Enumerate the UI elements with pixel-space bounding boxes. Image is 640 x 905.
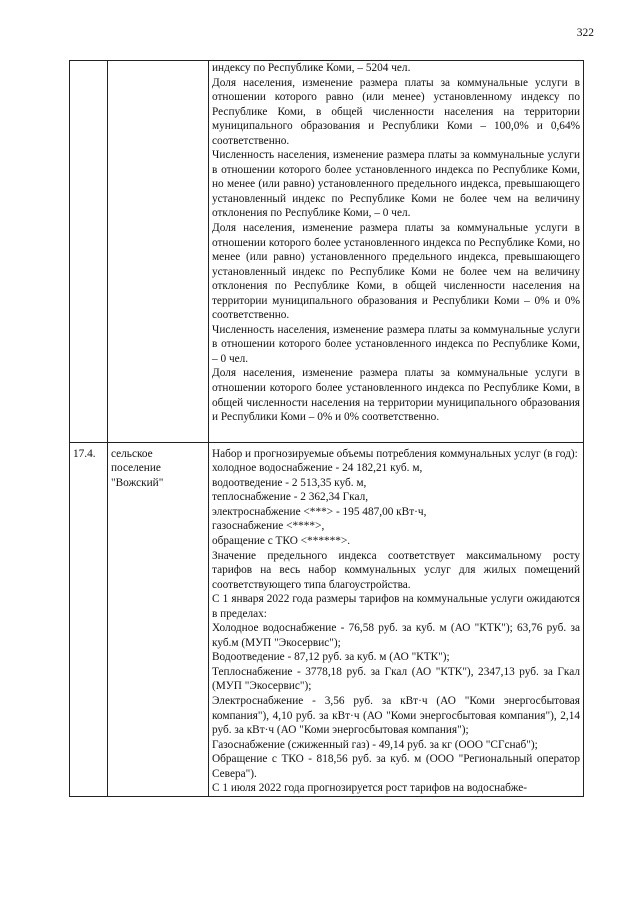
- paragraph: Электроснабжение - 3,56 руб. за кВт·ч (АО "Коми энергосбытовая компания"), 4,10 руб. за кВт·ч (АО "Коми энергосбытовая компания"), 2,14 руб. за кВт·ч (АО "Коми энергосбытовая компания");: [212, 694, 580, 737]
- paragraph: Набор и прогнозируемые объемы потребления коммунальных услуг (в год):: [212, 447, 578, 460]
- paragraph: Теплоснабжение - 3778,18 руб. за Гкал (АО "КТК"), 2347,13 руб. за Гкал (МУП "Экосервис");: [212, 665, 580, 693]
- paragraph: С 1 июля 2022 года прогнозируется рост тарифов на водоснабже-: [212, 782, 528, 795]
- table-row: [70, 442, 584, 796]
- paragraph: индексу по Республике Коми, – 5204 чел.: [212, 62, 411, 74]
- document-table: [69, 60, 584, 797]
- paragraph: теплоснабжение - 2 362,34 Гкал,: [212, 491, 369, 504]
- page-number: 322: [576, 27, 594, 39]
- paragraph: Холодное водоснабжение - 76,58 руб. за куб. м (АО "КТК"); 63,76 руб. за куб.м (МУП "Экосервис");: [212, 622, 580, 649]
- paragraph: Доля населения, изменение размера платы за коммунальные услуги в отношении которого более установленного индекса по Республике Коми, в общей численности населения на территории муниципального образования и Республики Коми – 0% и 0% соответственно.: [212, 367, 580, 424]
- paragraph: Численность населения, изменение размера платы за коммунальные услуги в отношении которого более установленного индекса по Республике Коми, – 0 чел.: [212, 323, 580, 365]
- paragraph: холодное водоснабжение - 24 182,21 куб. м,: [212, 462, 423, 475]
- paragraph: газоснабжение <****>,: [212, 520, 325, 533]
- paragraph: обращение с ТКО <******>.: [212, 534, 351, 547]
- paragraph: Доля населения, изменение размера платы за коммунальные услуги в отношении которого более установленного индекса по Республике Коми, но менее (или равно) установленного предельного индекса, превышающего установленный индекс по Республике Коми не более чем на величину отклонения по Республике Коми, в общей численности населения на территории муниципального образования и Республики Коми – 0% и 0% соответственно.: [212, 222, 580, 322]
- paragraph: Значение предельного индекса соответствует максимальному росту тарифов на весь набор коммунальных услуг для жилых помещений соответствующего типа благоустройства.: [212, 549, 580, 591]
- table-row: [70, 61, 584, 443]
- paragraph: Доля населения, изменение размера платы за коммунальные услуги в отношении которого равно (или менее) установленному индексу по Республике Коми, в общей численности населения на территории муниципального образования и Республики Коми – 100,0% и 0,64% соответственно.: [212, 76, 580, 147]
- row-number-cell: [70, 61, 108, 443]
- row-text-cell: [209, 61, 584, 443]
- row-text-cell: [209, 442, 584, 796]
- paragraph: Обращение с ТКО - 818,56 руб. за куб. м (ООО "Региональный оператор Севера").: [212, 753, 580, 780]
- row-number-cell: 17.4.: [70, 442, 108, 796]
- row-name-cell: сельское поселение "Вожский": [108, 442, 209, 796]
- paragraph: водоотведение - 2 513,35 куб. м,: [212, 476, 367, 489]
- paragraph: Газоснабжение (сжиженный газ) - 49,14 руб. за кг (ООО "СГснаб");: [212, 738, 538, 751]
- paragraph: Численность населения, изменение размера платы за коммунальные услуги в отношении которого более установленного индекса по Республике Коми, но менее (или равно) установленного предельного индекса, превышающего установленный индекс по Республике Коми не более чем на величину отклонения по Республике Коми, – 0 чел.: [212, 149, 580, 220]
- paragraph: С 1 января 2022 года размеры тарифов на коммунальные услуги ожидаются в пределах:: [212, 593, 580, 620]
- paragraph: Водоотведение - 87,12 руб. за куб. м (АО "КТК");: [212, 651, 450, 664]
- paragraph: электроснабжение <***> - 195 487,00 кВт·ч,: [212, 505, 427, 518]
- row-name-cell: [108, 61, 209, 443]
